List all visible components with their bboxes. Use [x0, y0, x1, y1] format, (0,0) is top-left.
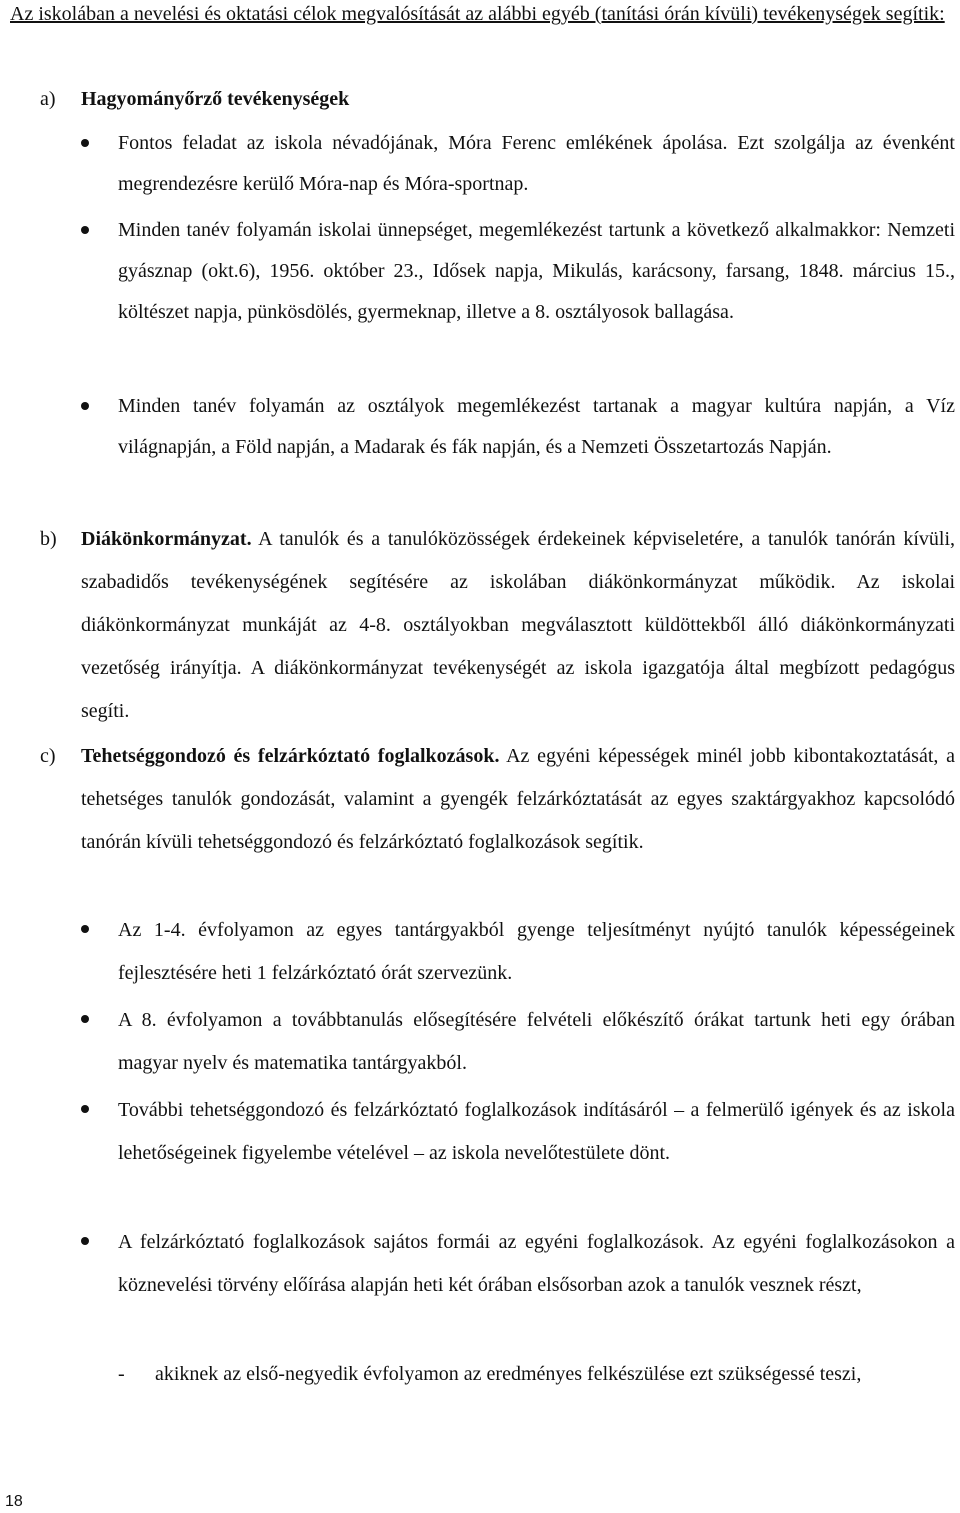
dash-text: akiknek az első-negyedik évfolyamon az eredményes felkészülése ezt szükségessé teszi, [155, 1363, 862, 1385]
bullet-dot-icon [81, 1105, 89, 1113]
bullet-dot-icon [81, 226, 89, 234]
bullet-dot-icon [81, 1015, 89, 1023]
item-c-title: Tehetséggondozó és felzárkóztató foglalkozások. [81, 745, 500, 767]
item-c-text: Az egyéni képességek minél jobb kibontakoztatását, a tehetséges tanulók gondozását, valamint a gyengék felzárkóztatását az egyes szaktárgyakhoz kapcsolódó tanórán kívüli tehetséggondozó és felzárkóztató foglalkozások segítik. [81, 745, 955, 853]
item-b-title: Diákönkormányzat. [81, 528, 252, 550]
bullet-text: Fontos feladat az iskola névadójának, Móra Ferenc emlékének ápolása. Ezt szolgálja az évenként megrendezésre kerülő Móra-nap és Móra-sportnap. [118, 132, 955, 195]
bullet-item [118, 999, 955, 1085]
bullet-item [118, 210, 955, 333]
item-a-title: Hagyományőrző tevékenységek [81, 88, 350, 110]
item-a-heading [40, 78, 955, 121]
page-number: 18 [5, 1493, 23, 1510]
item-b-paragraph [81, 518, 955, 733]
bullet-item [118, 1221, 955, 1307]
bullet-item [118, 386, 955, 468]
bullet-text: Minden tanév folyamán az osztályok megemlékezést tartanak a magyar kultúra napján, a Víz világnapján, a Föld napján, a Madarak és fák napján, és a Nemzeti Összetartozás Napján. [118, 395, 955, 458]
item-b-label: b) [40, 528, 57, 550]
item-c-label: c) [40, 745, 56, 767]
bullet-text: A felzárkóztató foglalkozások sajátos formái az egyéni foglalkozások. Az egyéni foglalkozásokon a köznevelési törvény előírása alapján heti két órában elsősorban azok a tanulók vesznek részt, [118, 1231, 955, 1296]
item-a-label: a) [40, 88, 56, 110]
bullet-text: A 8. évfolyamon a továbbtanulás elősegítésére felvételi előkészítő órákat tartunk heti egy órában magyar nyelv és matematika tantárgyakból. [118, 1009, 955, 1074]
bullet-item [118, 123, 955, 205]
bullet-text: Minden tanév folyamán iskolai ünnepséget, megemlékezést tartunk a következő alkalmakkor: Nemzeti gyásznap (okt.6), 1956. október 23., Idősek napja, Mikulás, karácsony, farsang, 1848. március 15., költészet napja, pünkösdölés, gyermeknap, illetve a 8. osztályosok ballagása. [118, 219, 955, 323]
intro-paragraph: Az iskolában a nevelési és oktatási célok megvalósítását az alábbi egyéb (tanítási órán kívüli) tevékenységek segítik: [10, 3, 945, 25]
item-c-paragraph [81, 735, 955, 864]
bullet-dot-icon [81, 402, 89, 410]
bullet-item [118, 1089, 955, 1175]
bullet-dot-icon [81, 925, 89, 933]
dash-item [118, 1353, 955, 1396]
item-b-text: A tanulók és a tanulóközösségek érdekeinek képviseletére, a tanulók tanórán kívüli, szabadidős tevékenységének segítésére az iskolában diákönkormányzat működik. Az iskolai diákönkormányzat munkáját az 4-8. osztályokban megválasztott küldöttekből álló diákönkormányzati vezetőség irányítja. A diákönkormányzat tevékenységét az iskola igazgatója által megbízott pedagógus segíti. [81, 528, 955, 722]
dash-mark: - [118, 1363, 125, 1385]
bullet-text: További tehetséggondozó és felzárkóztató foglalkozások indításáról – a felmerülő igények és az iskola lehetőségeinek figyelembe vételével – az iskola nevelőtestülete dönt. [118, 1099, 955, 1164]
bullet-text: Az 1-4. évfolyamon az egyes tantárgyakból gyenge teljesítményt nyújtó tanulók képességeinek fejlesztésére heti 1 felzárkóztató órát szervezünk. [118, 919, 955, 984]
bullet-dot-icon [81, 1237, 89, 1245]
bullet-dot-icon [81, 139, 89, 147]
bullet-item [118, 909, 955, 995]
